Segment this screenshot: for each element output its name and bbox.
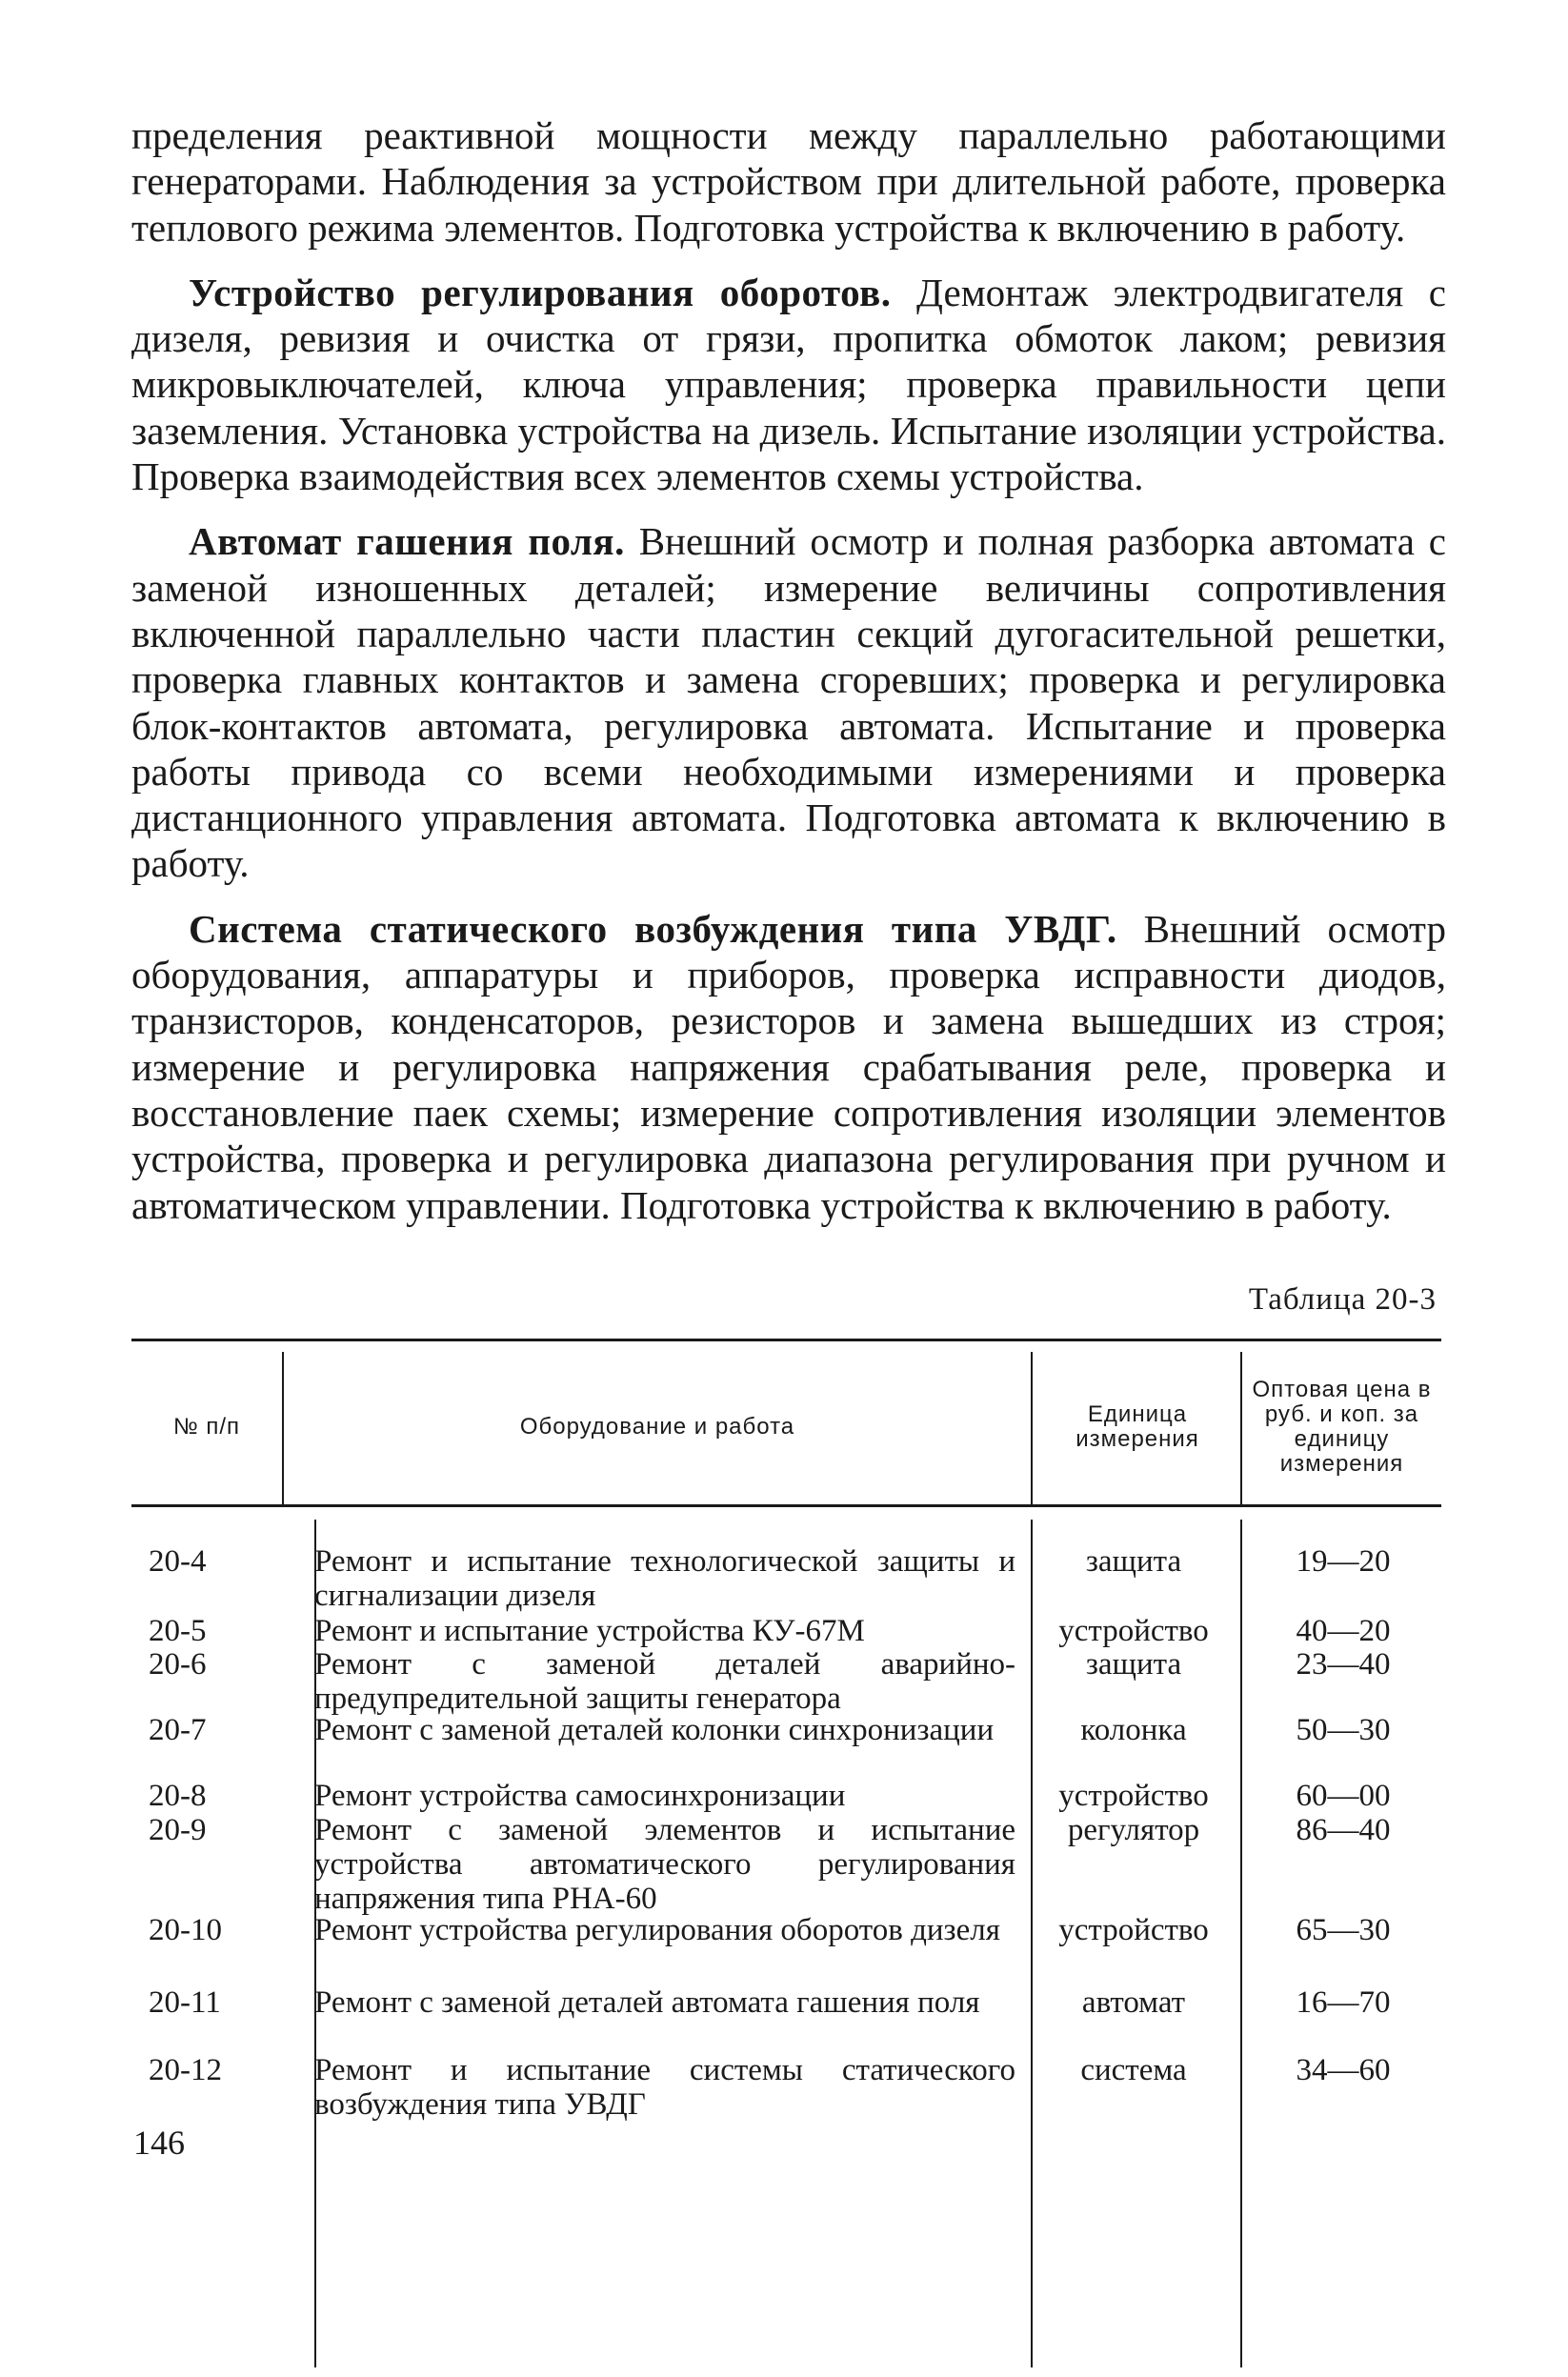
table-header-rule <box>131 1504 1441 1507</box>
row-number: 20-12 <box>149 2053 222 2087</box>
row-price: 60—00 <box>1296 1779 1391 1813</box>
table-top-rule <box>131 1339 1441 1341</box>
row-work: Ремонт и испытание устройства КУ-67М <box>314 1614 865 1648</box>
row-unit: устройство <box>1058 1614 1209 1648</box>
row-number: 20-7 <box>149 1713 207 1747</box>
row-unit: регулятор <box>1067 1813 1200 1847</box>
paragraph-excitation-system <box>131 906 1446 1228</box>
row-unit: устройство <box>1058 1913 1209 1947</box>
header-price: Оптовая цена в руб. и коп. за единицу измерения <box>1252 1377 1432 1477</box>
page-number: 146 <box>133 2124 185 2162</box>
body-text <box>131 112 1446 1247</box>
header-work: Оборудование и работа <box>519 1414 795 1440</box>
paragraph-intro <box>131 112 1446 251</box>
paragraph-text: пределения реактивной мощности между параллельно работающими генераторами. Наблюдения за устройством при длительной работе, проверка теплового режима элементов. Подготовка устройства к включению в работу. <box>131 113 1446 250</box>
paragraph-text: Демонтаж электродвигателя с дизеля, ревизия и очистка от грязи, пропитка обмоток лаком; ревизия микровыключателей, ключа управления; проверка правильности цепи заземления. Установка устройства на дизель. Испытание изоляции устройства. Проверка взаимодействия всех элементов схемы устройства. <box>131 270 1446 499</box>
row-work: Ремонт и испытание технологической защиты и сигнализации дизеля <box>314 1544 1015 1613</box>
row-price: 23—40 <box>1296 1647 1391 1682</box>
paragraph-field-breaker <box>131 518 1446 886</box>
row-work: Ремонт устройства регулирования оборотов дизеля <box>314 1913 1000 1947</box>
row-number: 20-4 <box>149 1544 207 1579</box>
row-number: 20-9 <box>149 1813 207 1847</box>
row-unit: система <box>1080 2053 1187 2087</box>
row-number: 20-5 <box>149 1614 207 1648</box>
row-unit: автомат <box>1081 1985 1186 2020</box>
row-price: 16—70 <box>1296 1985 1391 2020</box>
row-work: Ремонт устройства самосинхронизации <box>314 1779 846 1813</box>
row-price: 65—30 <box>1296 1913 1391 1947</box>
row-unit: устройство <box>1058 1779 1209 1813</box>
row-price: 40—20 <box>1296 1614 1391 1648</box>
paragraph-heading: Автомат гашения поля. <box>189 519 625 564</box>
row-work: Ремонт с заменой элементов и испытание устройства автоматического регулирования напряжения типа РНА-60 <box>314 1813 1015 1916</box>
row-work: Ремонт с заменой деталей аварийно-предупредительной защиты генератора <box>314 1647 1015 1716</box>
header-unit: Единица измерения <box>1075 1401 1199 1452</box>
column-divider <box>1031 1352 1033 1504</box>
paragraph-text: Внешний осмотр оборудования, аппаратуры и приборов, проверка исправности диодов, транзисторов, конденсаторов, резисторов и замена вышедших из строя; измерение и регулировка напряжения срабатывания реле, проверка и восстановление паек схемы; измерение сопротивления изоляции элементов устройства, проверка и регулировка диапазона регулирования при ручном и автоматическом управлении. Подготовка устройства к включению в работу. <box>131 906 1446 1227</box>
paragraph-speed-control <box>131 270 1446 499</box>
paragraph-heading: Устройство регулирования оборотов. <box>189 270 892 314</box>
row-number: 20-10 <box>149 1913 222 1947</box>
header-num: № п/п <box>172 1414 241 1440</box>
price-table <box>131 1339 1441 2377</box>
table-caption: Таблица 20-3 <box>1248 1282 1437 1317</box>
row-price: 19—20 <box>1296 1544 1391 1579</box>
row-number: 20-6 <box>149 1647 207 1682</box>
row-unit: защита <box>1085 1544 1182 1579</box>
row-number: 20-8 <box>149 1779 207 1813</box>
row-unit: колонка <box>1080 1713 1187 1747</box>
row-work: Ремонт с заменой деталей автомата гашения поля <box>314 1985 980 2020</box>
row-price: 34—60 <box>1296 2053 1391 2087</box>
row-work: Ремонт и испытание системы статического возбуждения типа УВДГ <box>314 2053 1015 2122</box>
row-work: Ремонт с заменой деталей колонки синхронизации <box>314 1713 995 1747</box>
paragraph-text: Внешний осмотр и полная разборка автомата с заменой изношенных деталей; измерение величины сопротивления включенной параллельно части пластин секций дугогасительной решетки, проверка главных контактов и замена сгоревших; проверка и регулировка блок-контактов автомата, регулировка автомата. Испытание и проверка работы привода со всеми необходимыми измерениями и проверка дистанционного управления автомата. Подготовка автомата к включению в работу. <box>131 519 1446 886</box>
column-divider <box>1240 1352 1242 1504</box>
paragraph-heading: Система статического возбуждения типа УВДГ. <box>189 906 1117 951</box>
row-unit: защита <box>1085 1647 1182 1682</box>
row-number: 20-11 <box>149 1985 221 2020</box>
row-price: 50—30 <box>1296 1713 1391 1747</box>
row-price: 86—40 <box>1296 1813 1391 1847</box>
column-divider <box>1240 1520 1242 2367</box>
